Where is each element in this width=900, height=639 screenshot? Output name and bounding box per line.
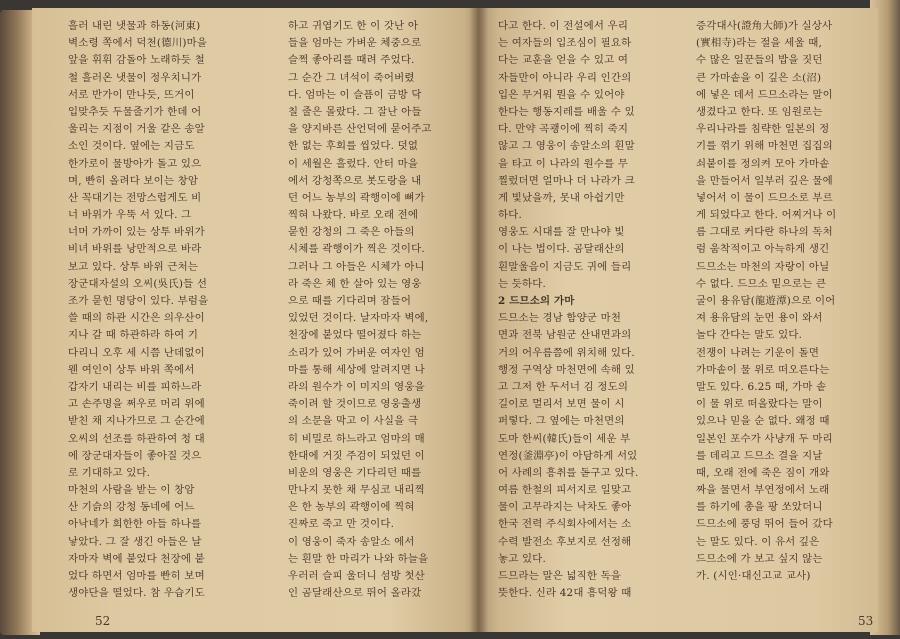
- text-line: 하고 귀엽기도 한 이 갓난 아: [288, 20, 419, 32]
- text-line: 웬 여인이 상투 바위 쪽에서: [68, 363, 195, 376]
- text-line: 도마 한씨(韓氏)들이 세운 부: [498, 432, 631, 445]
- text-line: 수 없다. 드므소 밑으로는 큰: [696, 277, 827, 290]
- text-line: 서로 반가이 만나듯, 뜨거이: [68, 88, 195, 101]
- text-line: 조가 묻힌 명당이 있다. 부럼을: [68, 295, 209, 307]
- text-line: 있으나 믿을 순 없다. 왜정 때: [696, 415, 830, 428]
- text-line: 의 소문을 막고 이 사실을 극: [288, 415, 419, 428]
- text-line: 칠 줄은 몰랐다. 그 잘난 아들: [288, 105, 422, 118]
- text-line: 지나 갈 때 하관하라 하여 기: [68, 329, 199, 342]
- text-line: 증각대사(證角大師)가 실상사: [696, 20, 833, 32]
- text-line: 던 어느 농부의 곽행이에 뼈가: [288, 191, 425, 204]
- text-line: 놓고 있다.: [498, 552, 546, 565]
- text-line: 드므라는 말은 넓직한 독을: [498, 570, 622, 582]
- text-line: 소인 것이다. 옆에는 지금도: [68, 140, 195, 153]
- text-line: 라의 원수가 이 미지의 영웅을: [288, 380, 425, 393]
- text-line: 이 나는 법이다. 곰달래산의: [498, 243, 625, 256]
- text-line: 때, 오래 전에 죽은 짐이 개와: [696, 466, 830, 479]
- text-line: 에 장군대자들이 좋아질 것으: [68, 449, 202, 462]
- text-line: 흘러 내린 냇물과 하동(河東): [68, 20, 201, 32]
- text-line: 이 물 위로 떠올랐다는 말이: [696, 398, 823, 411]
- book-gutter: [470, 8, 488, 632]
- text-line: 갑자기 내리는 비를 피하느라: [68, 380, 202, 393]
- text-line: 로 기대하고 있다.: [68, 466, 151, 479]
- text-line: 생겼다고 한다. 또 임원로는: [696, 105, 823, 118]
- text-line: 다. 만약 곡괭이에 찍히 죽지: [498, 123, 629, 136]
- text-line: 벽소령 쪽에서 덕천(德川)마을: [68, 37, 208, 50]
- text-line: 이 영웅이 죽자 송알소 에서: [288, 535, 415, 548]
- page-number-left: 52: [95, 614, 111, 628]
- text-line: 길이로 멀리서 보면 물이 시: [498, 398, 625, 411]
- text-line: 않고 그 영웅이 송알소의 흰말: [498, 140, 635, 153]
- text-line: 마를 통해 세상에 알려지면 나: [288, 363, 425, 376]
- text-line: 한국 전력 주식회사에서는 소: [498, 518, 632, 531]
- text-line: 으로 때를 기다리며 잠들어: [288, 295, 412, 307]
- text-line: 철 흘러온 냇물이 정우치니가: [68, 71, 202, 84]
- text-line: 흰말울음이 지금도 귀에 들리: [498, 260, 632, 273]
- text-line: 는 흰말 한 마리가 나와 하늘을: [288, 552, 429, 565]
- text-line: 라 죽은 체 한 살아 있는 영웅: [288, 277, 422, 290]
- text-line: 입맞추듯 두물줄기가 한데 어: [68, 105, 202, 118]
- text-line: 다는 교훈을 얻을 수 있고 여: [498, 54, 629, 67]
- text-line: 너머 가까이 있는 상투 바위가: [68, 226, 205, 239]
- text-line: 비운의 영웅은 기다리던 때를: [288, 466, 422, 479]
- text-line: 진짜로 죽고 만 것이다.: [288, 518, 395, 531]
- text-line: 낳았다. 그 잘 생긴 아들은 날: [68, 535, 202, 548]
- text-line: (實相寺)라는 절을 세울 때,: [696, 37, 822, 50]
- text-line: 게 빛났을까, 못내 아쉽기만: [498, 191, 625, 204]
- text-line: 어 사례의 흥취를 돋구고 있다.: [498, 466, 639, 479]
- text-line: 죽이려 할 것이므로 영웅출생: [288, 398, 422, 411]
- text-line: 었다 하면서 엄마를 빤히 보며: [68, 570, 205, 582]
- text-line: 자들만이 아니라 우리 인간의: [498, 71, 632, 84]
- text-line: 만나지 못한 채 무심코 내리찍: [288, 484, 425, 497]
- text-line: 말도 있다. 6.25 때, 가마 솥: [696, 380, 827, 393]
- text-line: 장군대자설의 오씨(吳氏)들 선: [68, 277, 208, 290]
- text-line: 고 그저 한 두서너 김 정도의: [498, 380, 629, 393]
- text-line: 가마솥이 물 위로 떠오른다는: [696, 363, 830, 376]
- text-line: 있었던 것이다. 날자마자 벽에,: [288, 312, 429, 325]
- text-line: 뜻한다. 신라 42대 흥덕왕 때: [498, 587, 632, 600]
- text-line: 산 꼭대기는 전망스럽게도 비: [68, 191, 202, 204]
- text-line: 를 데리고 드므소 결을 지날: [696, 449, 823, 462]
- text-line: 짜을 물면서 부연정에서 노래: [696, 484, 830, 497]
- text-column-4: [696, 18, 868, 585]
- text-line: 우리나라를 침략한 일본의 정: [696, 123, 830, 136]
- text-line: 다고 한다. 이 전설에서 우리: [498, 20, 629, 32]
- text-line: 비녀 바위를 낭만적으로 바라: [68, 243, 202, 256]
- text-column-3: [498, 18, 676, 602]
- text-line: 한대에 거짓 주검이 되었던 이: [288, 449, 425, 462]
- text-line: 는 말도 있다. 이 유서 깊은: [696, 535, 820, 548]
- text-line: 앞을 휘휘 감돌아 노래하듯 철: [68, 54, 205, 67]
- text-line: 마천의 사람을 받는 이 창암: [68, 484, 195, 497]
- text-line: 에 넣은 데서 드므소라는 말이: [696, 88, 833, 101]
- text-line: 전쟁이 나려는 기운이 돌면: [696, 346, 820, 359]
- text-line: 찍혀 나왔다. 바로 오래 전에: [288, 209, 419, 222]
- text-line: 는 듯하다.: [498, 277, 546, 290]
- page-number-right: 53: [858, 614, 874, 628]
- text-line: 드므소에 풍덩 뛰어 들어 갔다: [696, 518, 833, 531]
- text-line: 을 만들어서 일부러 깊은 물에: [696, 174, 833, 187]
- text-line: 기를 꺾기 위해 마천면 집집의: [696, 140, 833, 153]
- text-line: 시체를 곽행이가 찍은 것이다.: [288, 243, 425, 256]
- text-line: 퍼렇다. 그 옆에는 마천면의: [498, 415, 625, 428]
- text-line: 한다는 행동지레를 배울 수 있: [498, 105, 635, 118]
- text-line: 큰 가마솥을 이 깊은 소(沼): [696, 71, 822, 84]
- text-line: 자마자 벽에 붙었다 천장에 붙: [68, 552, 205, 565]
- text-line: 일본인 포수가 사냥개 두 마리: [696, 432, 833, 445]
- text-line: 받친 채 지나가므로 그 순간에: [68, 415, 205, 428]
- text-line: 행정 구역상 마천면에 속해 있: [498, 363, 635, 376]
- text-line: 찔렀더면 얼마나 더 나라가 크: [498, 174, 635, 187]
- text-line: 에서 강청쪽으로 봇도랑을 내: [288, 174, 422, 187]
- text-line: 름 그대로 커다란 하나의 독처: [696, 226, 833, 239]
- text-line: 거의 어우름쯤에 위치해 있다.: [498, 346, 635, 359]
- text-column-1: [68, 18, 258, 602]
- text-line: 며, 빤히 올려다 보이는 창암: [68, 174, 199, 187]
- text-line: 게 되었다고 한다. 어찌거나 이: [696, 209, 837, 222]
- text-line: 쓸 때의 하관 시간은 의우산이: [68, 312, 205, 325]
- text-line: 입은 무거워 뭔을 수 있어야: [498, 88, 625, 101]
- text-line: 는 여자들의 입조심이 필요하: [498, 37, 632, 50]
- text-line: 다. 엄마는 이 슬픔이 금방 닥: [288, 88, 422, 101]
- text-line: 한가로이 물방아가 돌고 있으: [68, 157, 202, 170]
- text-line: 연정(釜淵亭)이 아담하게 서있: [498, 449, 638, 462]
- text-line: 보고 있다. 상투 바위 근처는: [68, 260, 199, 273]
- text-line: 우러러 슬피 울더니 섬방 첫산: [288, 570, 425, 582]
- text-line: 을 타고 이 나라의 원수를 무: [498, 157, 629, 170]
- text-column-2: [288, 18, 464, 602]
- text-line: 고 손주명을 쩌우로 머리 위에: [68, 398, 205, 411]
- text-line: 놀다 간다는 말도 있다.: [696, 329, 803, 342]
- text-line: 울리는 지점이 거울 같은 송알: [68, 123, 205, 136]
- text-line: 하다.: [498, 209, 522, 222]
- text-line: 드므소는 경남 함양군 마천: [498, 312, 622, 325]
- text-line: 오씨의 선조를 하관하여 청 대: [68, 432, 205, 445]
- text-line: 묻힌 강청의 그 죽은 아들의: [288, 226, 415, 239]
- text-line: 가. (시인·대신고교 교사): [696, 570, 811, 582]
- text-line: 드므소에 가 보고 싶지 않는: [696, 552, 823, 565]
- text-line: 히 비밀로 하느라고 엄마의 매: [288, 432, 425, 445]
- text-line: 인 곰달래산으로 뛰어 올라갔: [288, 587, 422, 600]
- text-line: 물이 고무라지는 낙차도 좋아: [498, 501, 632, 514]
- text-line: 너 바위가 우뚝 서 있다. 그: [68, 209, 192, 222]
- text-line: 천장에 붙었다 떨어졌다 하는: [288, 329, 422, 342]
- text-line: 그 순간 그 녀석이 죽어버렸: [288, 71, 415, 84]
- text-line: 면과 전북 남원군 산내면과의: [498, 329, 632, 342]
- text-line: 2 드므소의 가마: [498, 295, 575, 307]
- text-line: 한 없는 후회를 씹었다. 덧없: [288, 140, 419, 153]
- text-line: 생야단을 떨었다. 참 우습기도: [68, 587, 205, 600]
- text-line: 여름 한철의 피서지로 일맞고: [498, 484, 632, 497]
- text-line: 쇠붙이를 정의켜 모아 가마솥: [696, 157, 830, 170]
- text-line: 이 세월은 흘렀다. 안터 마을: [288, 157, 419, 170]
- text-line: 수력 발전소 후보지로 선정해: [498, 535, 632, 548]
- text-line: 럼 움착적이고 아늑하게 생긴: [696, 243, 830, 256]
- text-line: 은 한 농부의 곽행이에 찍혀: [288, 501, 415, 514]
- text-line: 소리가 있어 가버운 여자인 엄: [288, 346, 425, 359]
- text-line: 그러나 그 아들은 시체가 아니: [288, 260, 425, 273]
- text-line: 를 하기에 총을 팡 쏘았더니: [696, 501, 823, 514]
- text-line: 져 용유담의 눈먼 용이 와서: [696, 312, 823, 325]
- text-line: 산 기슭의 강청 동네에 어느: [68, 501, 195, 514]
- text-line: 수 많은 일꾼들의 밥을 짓던: [696, 54, 823, 67]
- text-line: 영웅도 시대를 잘 만나야 빛: [498, 226, 625, 239]
- text-line: 드므소는 마천의 자랑이 아닐: [696, 260, 830, 273]
- text-line: 슬쩍 좋아리를 때려 주었다.: [288, 54, 415, 67]
- text-line: 을 양지바른 산언덕에 묻어주고: [288, 123, 432, 136]
- text-line: 굴이 용유담(龍遊潭)으로 이어: [696, 295, 836, 307]
- text-line: 넣어서 이 물이 드므소로 부르: [696, 191, 833, 204]
- text-line: 다리니 오후 세 시쯤 난데없이: [68, 346, 205, 359]
- text-line: 들을 엄마는 가벼운 체중으로: [288, 37, 422, 50]
- text-line: 아낙네가 희한한 아들 하나를: [68, 518, 202, 531]
